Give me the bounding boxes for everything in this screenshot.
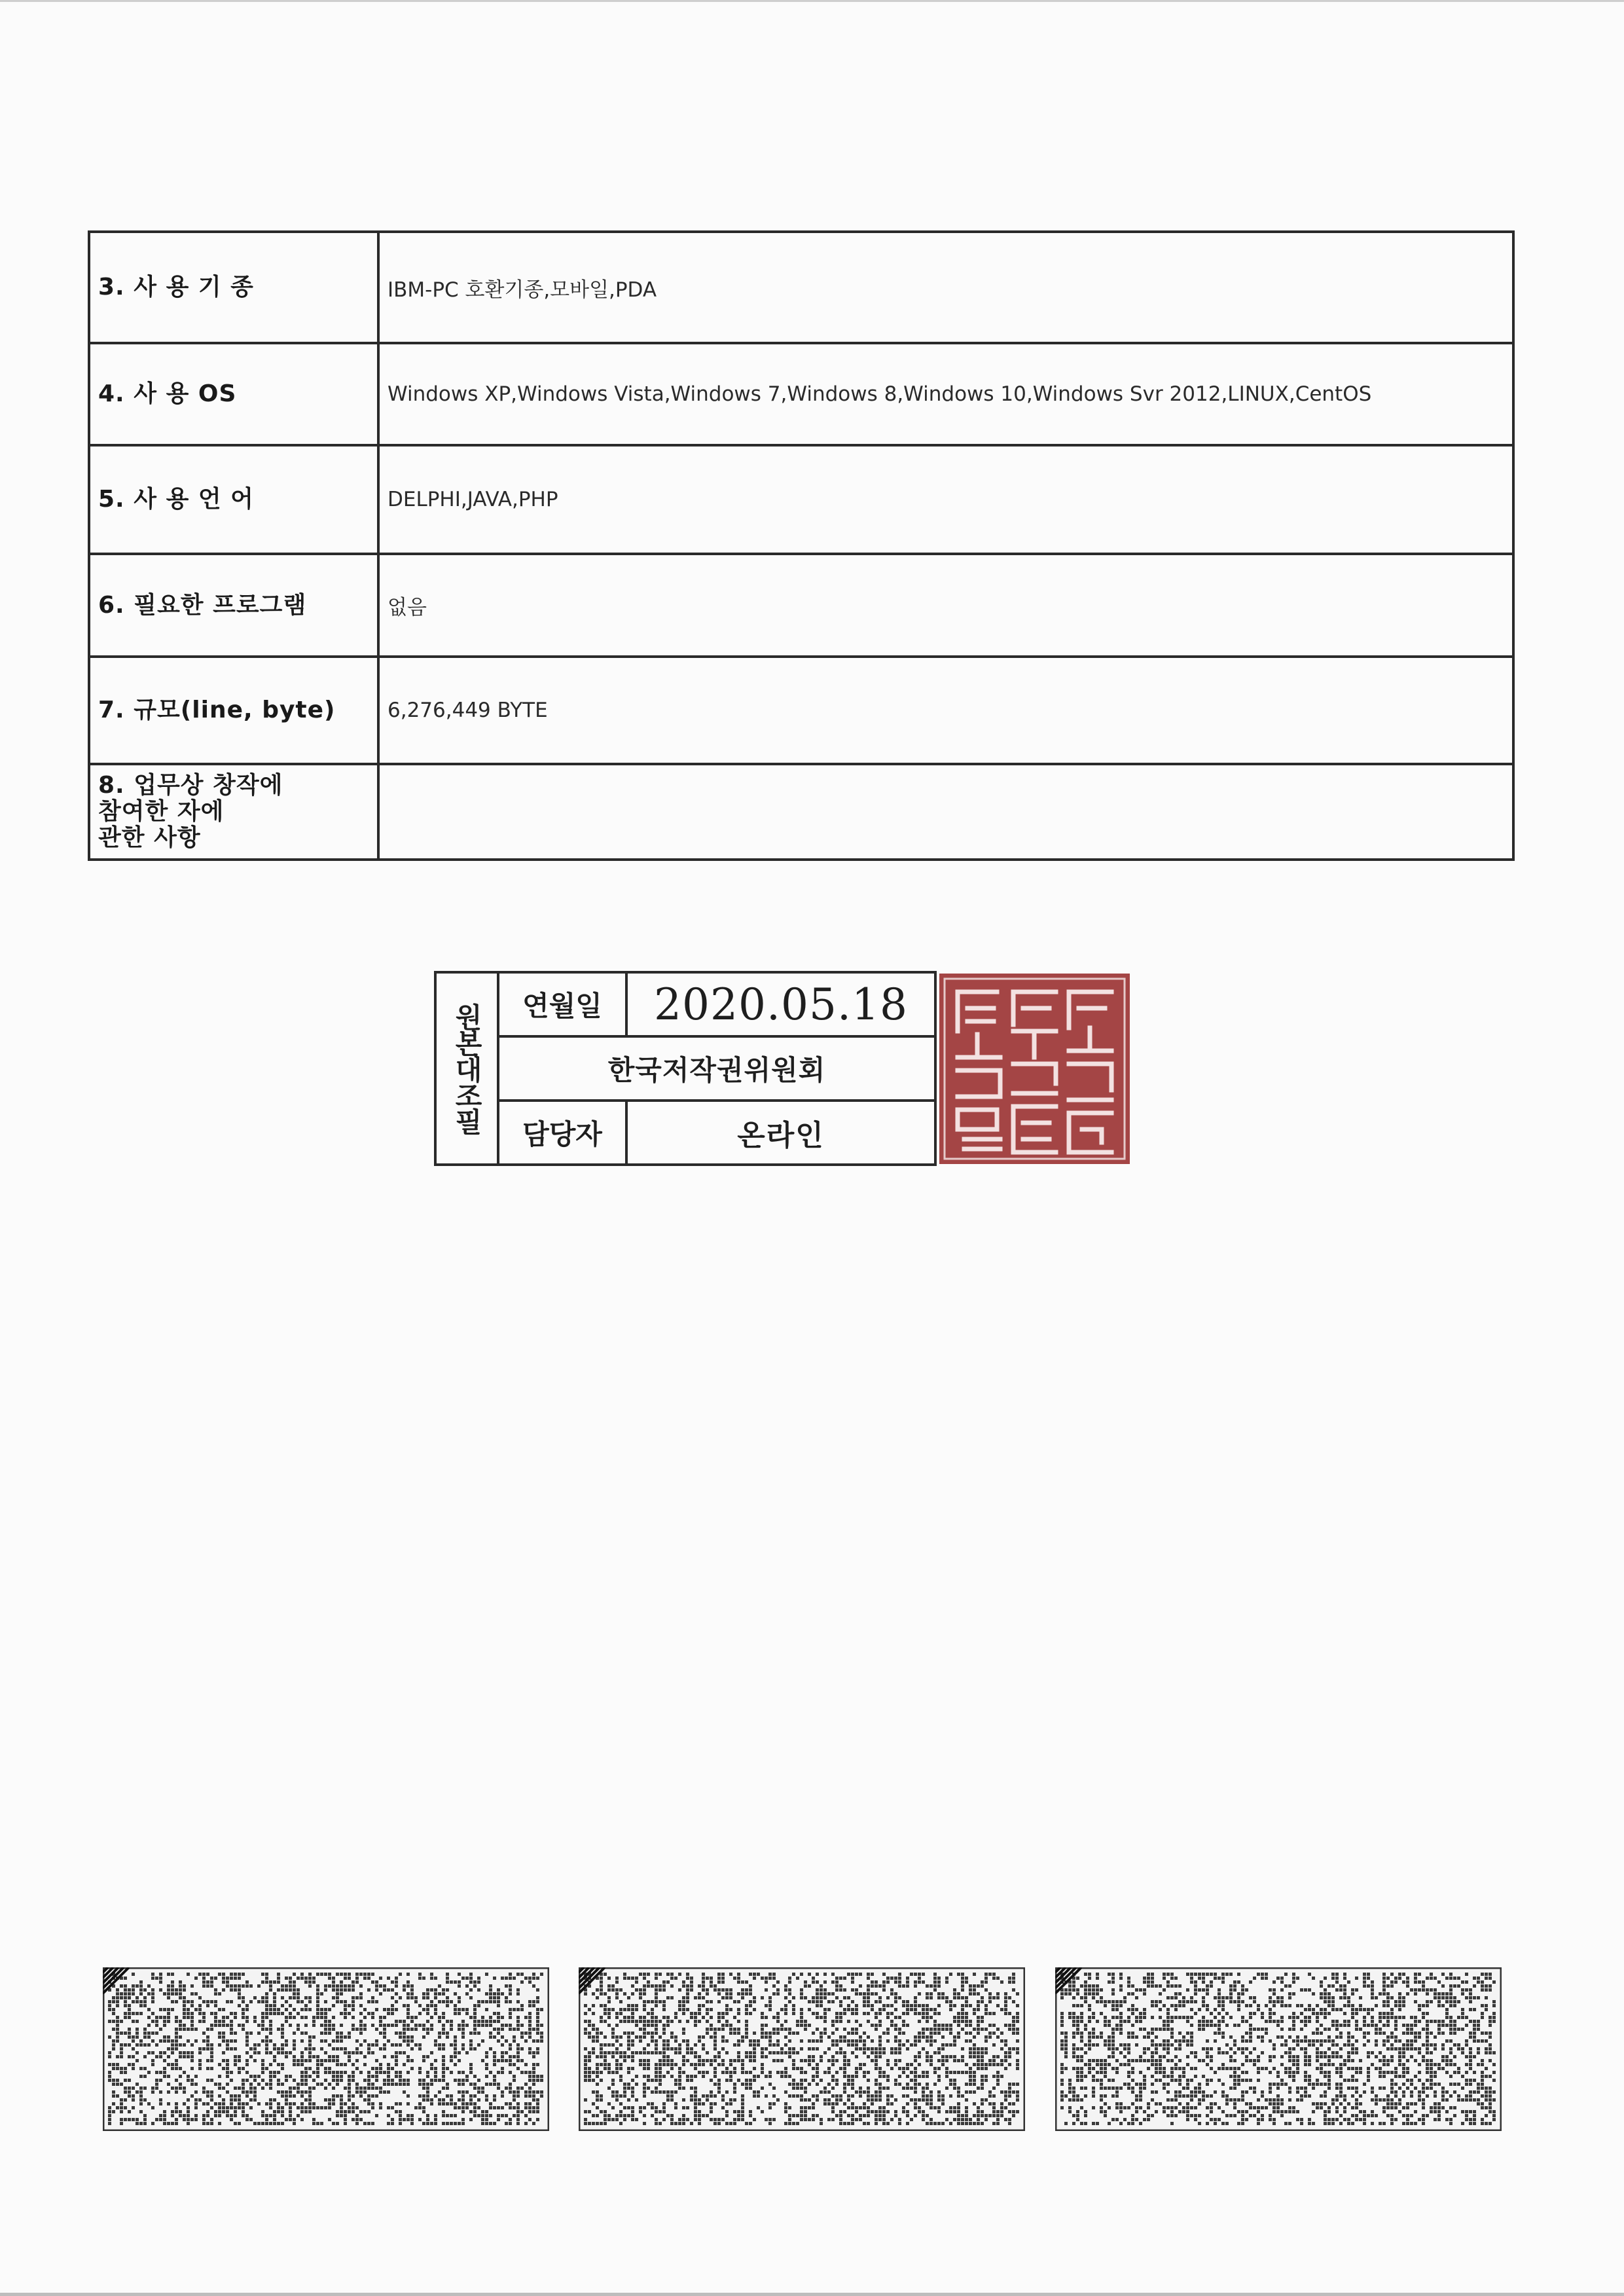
- table-row: [89, 554, 1513, 657]
- program-info-table: [88, 230, 1515, 861]
- page-top-edge: [0, 0, 1624, 2]
- row-value: DELPHI,JAVA,PHP: [388, 488, 558, 511]
- certification-title: 원본대조필: [451, 1003, 483, 1134]
- row-label: 5. 사 용 언 어: [98, 486, 254, 513]
- barcode-pattern: [579, 1967, 1025, 2131]
- staff-label: 담당자: [499, 1102, 628, 1163]
- row-value: IBM-PC 호환기종,모바일,PDA: [388, 278, 657, 302]
- row-value: Windows XP,Windows Vista,Windows 7,Windows 8,Windows 10,Windows Svr 2012,LINUX,CentOS: [388, 382, 1372, 406]
- 2d-barcode-2: [579, 1967, 1025, 2131]
- table-row: [89, 445, 1513, 554]
- table-row: [89, 764, 1513, 860]
- row-value: 없음: [388, 596, 427, 619]
- 2d-barcode-3: [1055, 1967, 1502, 2131]
- staff-value: 온라인: [737, 1119, 825, 1152]
- row-label: 4. 사 용 OS: [98, 380, 237, 407]
- certification-staff-row: [499, 1102, 934, 1163]
- date-value: 2020.05.18: [654, 979, 908, 1030]
- barcode-pattern: [1055, 1967, 1502, 2131]
- certification-title-cell: [437, 974, 499, 1163]
- table-row: [89, 343, 1513, 445]
- barcode-pattern: [103, 1967, 549, 2131]
- row-label: 3. 사 용 기 종: [98, 274, 254, 301]
- row-value: 6,276,449 BYTE: [388, 699, 548, 722]
- certification-org-row: [499, 1038, 934, 1102]
- row-label: 6. 필요한 프로그램: [98, 591, 307, 619]
- page-bottom-edge: [0, 2293, 1624, 2296]
- official-seal-image: [938, 972, 1131, 1165]
- row-label: 7. 규모(line, byte): [98, 697, 336, 723]
- certification-date-row: [499, 974, 934, 1038]
- table-row: [89, 232, 1513, 343]
- official-seal-icon: [938, 972, 1131, 1165]
- 2d-barcode-1: [103, 1967, 549, 2131]
- organization-name: 한국저작권위원회: [607, 1054, 826, 1086]
- date-label: 연월일: [499, 974, 628, 1035]
- table-row: [89, 657, 1513, 764]
- row-label: 8. 업무상 창작에 참여한 자에 관한 사항: [98, 772, 283, 851]
- certification-stamp-box: [434, 971, 937, 1166]
